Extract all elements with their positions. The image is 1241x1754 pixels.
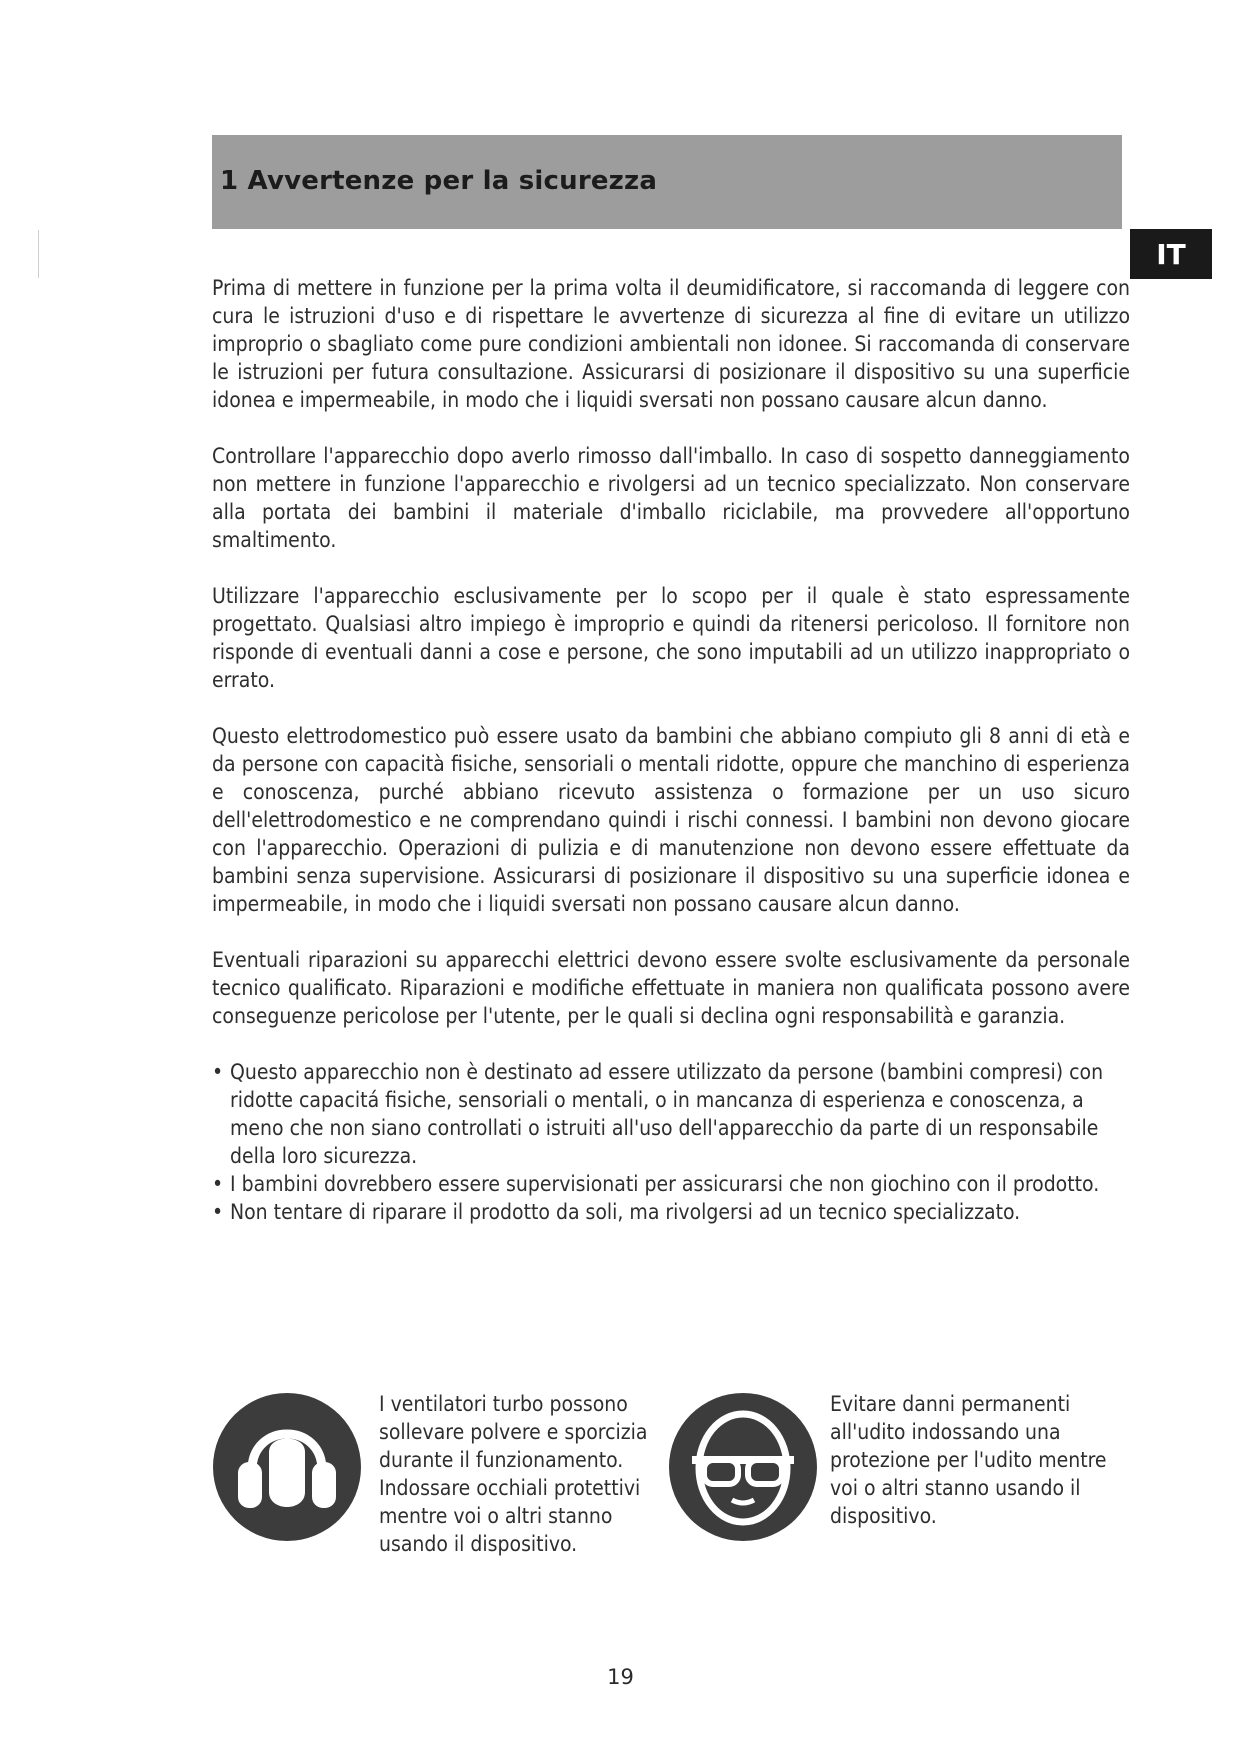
page-number: 19 <box>607 1665 634 1689</box>
paragraph-repairs: Eventuali riparazioni su apparecchi elettrici devono essere svolte esclusivamente da personale tecnico qualificato. Riparazioni e modifiche effettuate in maniera non qualificata possono avere conseguenze pericolose per l'utente, per le quali si declina ogni responsabilità e garanzia. <box>212 948 1130 1028</box>
safety-text <box>212 274 1130 1226</box>
paragraph-intro: Prima di mettere in funzione per la prima volta il deumidificatore, si raccomanda di leggere con cura le istruzioni d'uso e di rispettare le avvertenze di sicurezza al fine di evitare un utilizzo improprio o sbagliato come pure condizioni ambientali non idonee. Si raccomanda di conservare le istruzioni per futura consultazione. Assicurarsi di posizionare il dispositivo su una superficie idonea e impermeabile, in modo che i liquidi sversati non possano causare alcun danno. <box>212 276 1130 412</box>
bullet-item: • I bambini dovrebbero essere supervisionati per assicurarsi che non giochino con il prodotto. <box>212 1170 1130 1198</box>
section-title: 1 Avvertenze per la sicurezza <box>220 166 658 196</box>
bullet-item: • Questo apparecchio non è destinato ad essere utilizzato da persone (bambini compresi) con ridotte capacitá fisiche, sensoriali o mentali, o in mancanza di esperienza e conoscenza, a meno che non siano controllati o istruiti all'uso dell'apparecchio da parte di un responsabile della loro sicurezza. <box>212 1058 1130 1170</box>
margin-line <box>38 230 39 278</box>
warning-section <box>212 1390 1132 1570</box>
paragraph-inspection: Controllare l'apparecchio dopo averlo rimosso dall'imballo. In caso di sospetto danneggiamento non mettere in funzione l'apparecchio e rivolgersi ad un tecnico specializzato. Non conservare alla portata dei bambini il materiale d'imballo riciclabile, ma provvedere all'opportuno smaltimento. <box>212 444 1130 552</box>
warning-text: Evitare danni permanenti all'udito indossando una protezione per l'udito mentre voi o altri stanno usando il dispositivo. <box>830 1392 1107 1528</box>
paragraph-children: Questo elettrodomestico può essere usato da bambini che abbiano compiuto gli 8 anni di età e da persone con capacità fisiche, sensoriali o mentali ridotte, oppure che manchino di esperienza e conoscenza, purché abbiano ricevuto assistenza o formazione per un uso sicuro dell'elettrodomestico e ne comprendano quindi i rischi connessi. I bambini non devono giocare con l'apparecchio. Operazioni di pulizia e di manutenzione non devono essere effettuate da bambini senza supervisione. Assicurarsi di posizionare il dispositivo su una superficie idonea e impermeabile, in modo che i liquidi sversati non possano causare alcun danno. <box>212 724 1130 916</box>
ear-protection-icon <box>212 1392 362 1542</box>
bullet-item: • Non tentare di riparare il prodotto da soli, ma rivolgersi ad un tecnico specializzato. <box>212 1198 1130 1226</box>
paragraph-intended-use: Utilizzare l'apparecchio esclusivamente per lo scopo per il quale è stato espressamente progettato. Qualsiasi altro impiego è improprio e quindi da ritenersi pericoloso. Il fornitore non risponde di eventuali danni a cose e persone, che sono imputabili ad un utilizzo inappropriato o errato. <box>212 584 1130 692</box>
warning-text: I ventilatori turbo possono sollevare polvere e sporcizia durante il funzionamento. Indossare occhiali protettivi mentre voi o altri stanno usando il dispositivo. <box>379 1392 648 1556</box>
bullet-list <box>212 1058 1130 1226</box>
eye-protection-icon <box>668 1392 818 1542</box>
language-tab: IT <box>1130 229 1212 279</box>
